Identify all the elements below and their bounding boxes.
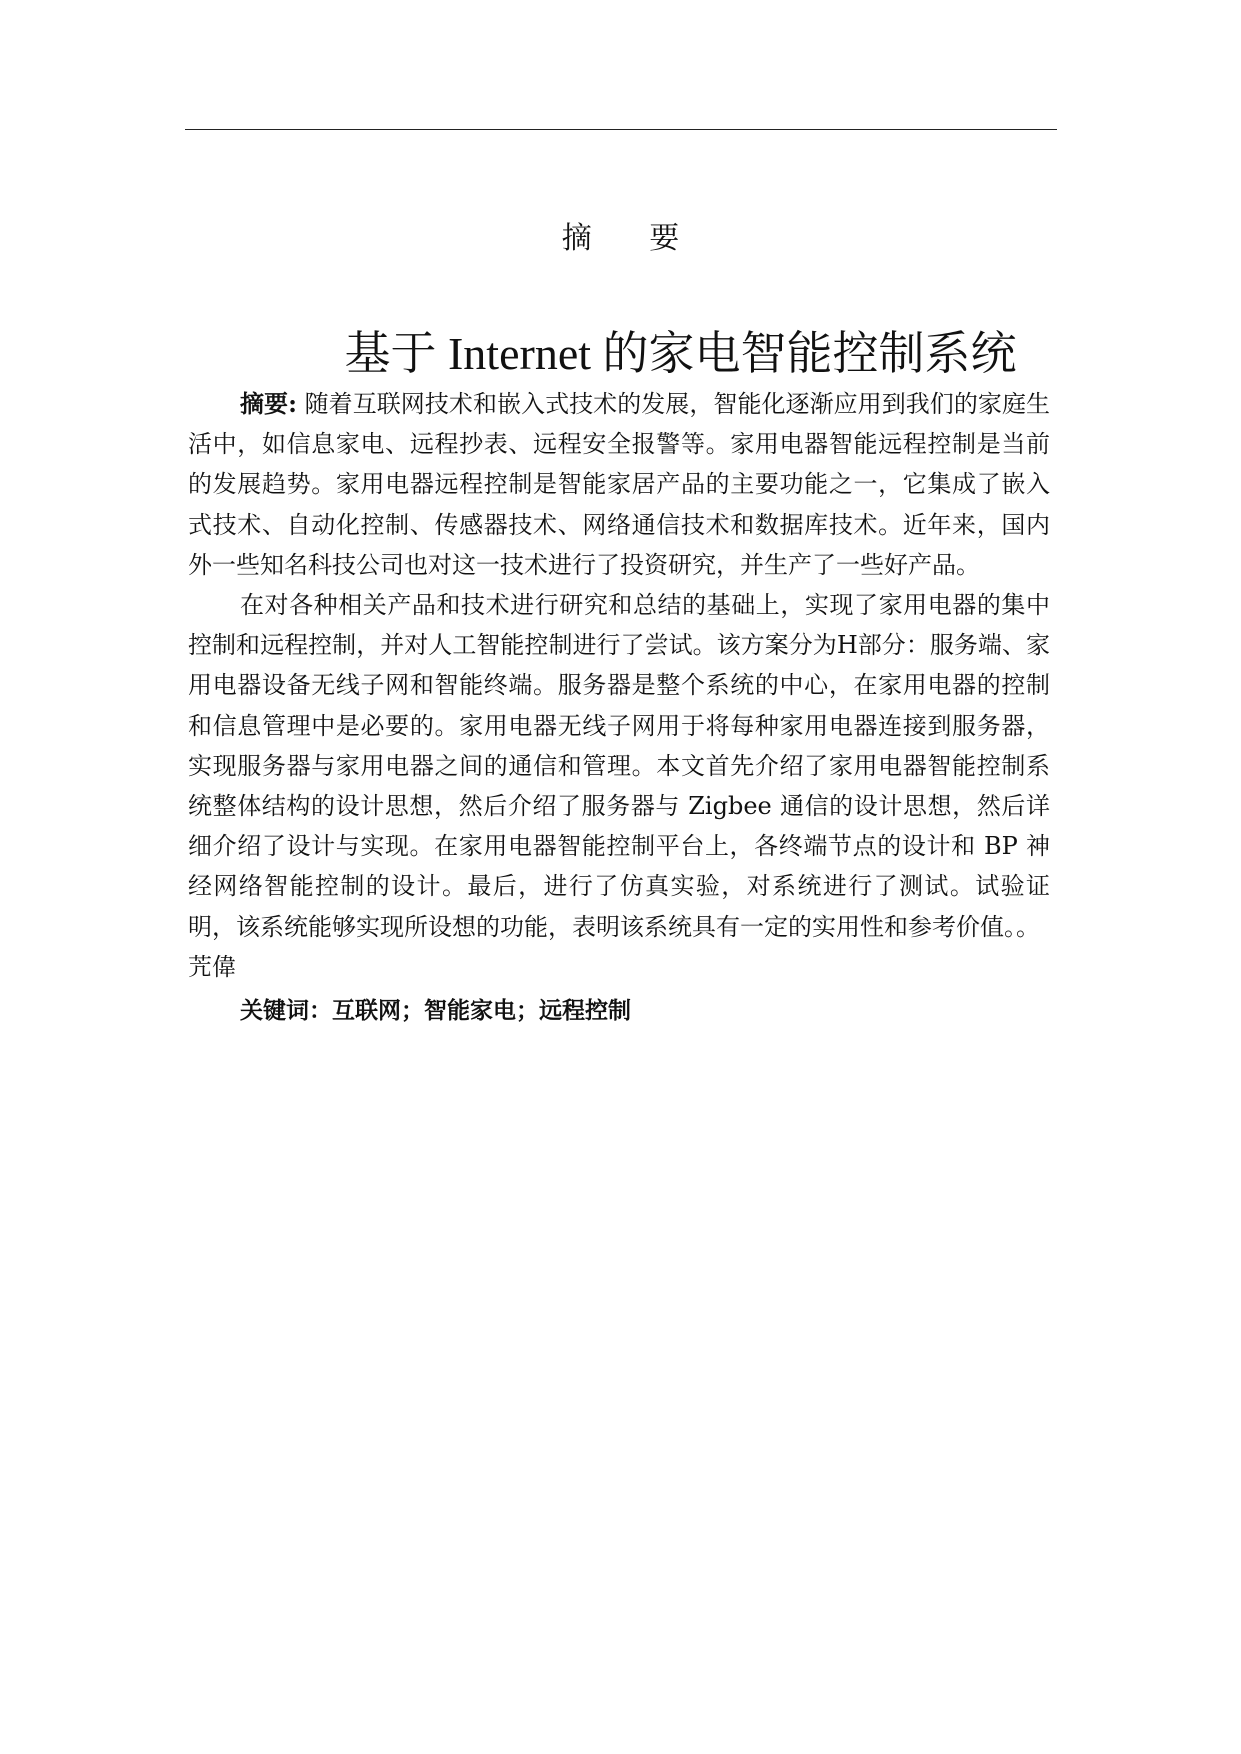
section-heading: 摘 要 (561, 221, 704, 256)
abstract-paragraph-1-text: 随着互联网技术和嵌入式技术的发展，智能化逐渐应用到我们的家庭生活中，如信息家电、远程抄表、远程安全报警等。家用电器智能远程控制是当前的发展趋势。家用电器远程控制是智能家居产品的主要功能之一，它集成了嵌入式技术、自动化控制、传感器技术、网络通信技术和数据库技术。近年来，国内外一些知名科技公司也对这一技术进行了投资研究，并生产了一些好产品。 (188, 390, 1050, 579)
stray-text: 苀偉 (188, 952, 236, 981)
abstract-paragraph-1 (188, 384, 1050, 585)
abstract-label: 摘要: (240, 389, 297, 418)
document-title: 基于 Internet 的家电智能控制系统 (344, 328, 1017, 379)
keywords-line: 关键词：互联网；智能家电；远程控制 (240, 998, 631, 1025)
header-rule (185, 129, 1057, 130)
abstract-body (188, 384, 1050, 1031)
abstract-paragraph-2: 在对各种相关产品和技术进行研究和总结的基础上，实现了家用电器的集中控制和远程控制，并对人工智能控制进行了尝试。该方案分为H部分：服务端、家用电器设备无线子网和智能终端。服务器是整个系统的中心，在家用电器的控制和信息管理中是必要的。家用电器无线子网用于将每种家用电器连接到服务器，实现服务器与家用电器之间的通信和管理。本文首先介绍了家用电器智能控制系统整体结构的设计思想，然后介绍了服务器与 Zigbee 通信的设计思想，然后详细介绍了设计与实现。在家用电器智能控制平台上，各终端节点的设计和 BP 神经网络智能控制的设计。最后，进行了仿真实验，对系统进行了测试。试验证明，该系统能够实现所设想的功能，表明该系统具有一定的实用性和参考价值。。 (188, 591, 1050, 941)
